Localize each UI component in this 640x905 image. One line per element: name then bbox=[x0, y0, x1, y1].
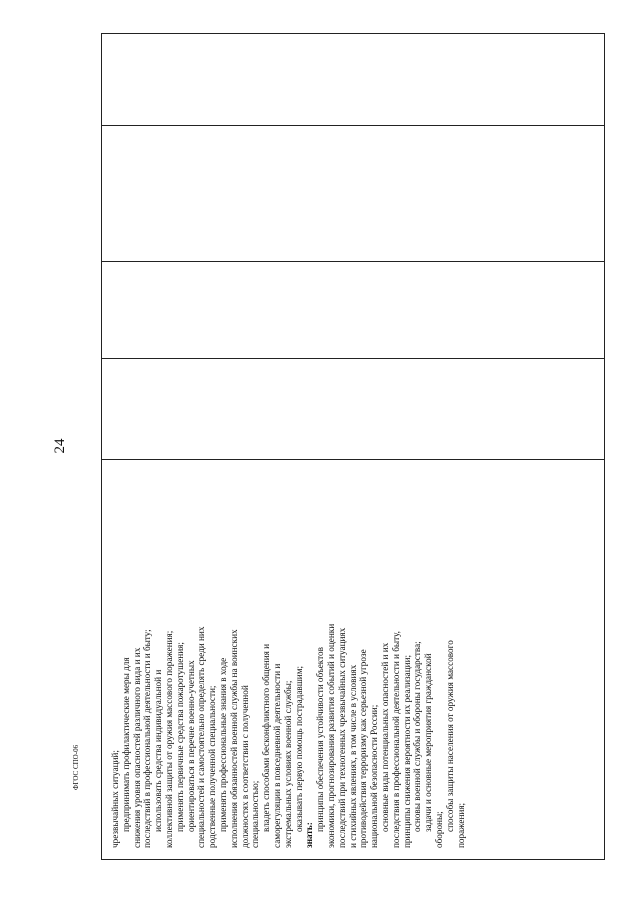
table-column-divider bbox=[102, 261, 604, 262]
text-line: исполнения обязанностей военной службы на воинских bbox=[228, 629, 239, 848]
text-line: экстремальных условиях военной службы; bbox=[282, 680, 293, 848]
text-line: противодействия терроризму как серьезной угрозе bbox=[358, 649, 369, 848]
text-line: поражения; bbox=[455, 802, 466, 848]
text-line: основы военной службы и обороны государства; bbox=[412, 641, 423, 832]
table-column-divider bbox=[102, 459, 604, 460]
text-line: ориентироваться в перечне военно-учетных bbox=[185, 660, 196, 832]
text-line: способы защиты населения от оружия массового bbox=[444, 640, 455, 832]
document-footer: ФГОС СПО-06 bbox=[72, 744, 80, 790]
text-line: родственные полученной специальности; bbox=[207, 685, 218, 848]
text-line: последствия в профессиональной деятельности и быту, bbox=[390, 631, 401, 848]
requirements-text bbox=[110, 486, 466, 848]
text-line: предпринимать профилактические меры для bbox=[120, 657, 131, 832]
text-line: последствий в профессиональной деятельности и быту; bbox=[142, 629, 153, 848]
text-line: основные виды потенциальных опасностей и их bbox=[379, 642, 390, 832]
text-line: должностях в соответствии с полученной bbox=[239, 685, 250, 848]
text-line: использовать средства индивидуальной и bbox=[153, 669, 164, 832]
text-line: экономики, прогнозирования развития событий и оценки bbox=[325, 623, 336, 848]
text-line: знать: bbox=[304, 822, 315, 848]
text-line: национальной безопасности России; bbox=[369, 704, 380, 848]
text-line: специальностью; bbox=[250, 780, 261, 848]
text-line: применять первичные средства пожаротушения; bbox=[174, 642, 185, 832]
text-line: чрезвычайных ситуаций; bbox=[110, 750, 120, 848]
text-line: обороны; bbox=[433, 811, 444, 848]
text-line: применять профессиональные знания в ходе bbox=[217, 657, 228, 832]
text-line: последствий при техногенных чрезвычайных ситуациях bbox=[336, 627, 347, 848]
text-line: специальностей и самостоятельно определять среди них bbox=[196, 626, 207, 848]
page-number: 24 bbox=[52, 438, 68, 454]
text-line: и стихийных явлениях, в том числе в условиях bbox=[347, 664, 358, 848]
table-column-divider bbox=[102, 125, 604, 126]
table-column-divider bbox=[102, 358, 604, 359]
text-line: коллективной защиты от оружия массового поражения; bbox=[163, 630, 174, 848]
text-line: принципы снижения вероятности их реализации; bbox=[401, 654, 412, 848]
text-line: задачи и основные мероприятия гражданской bbox=[423, 653, 434, 832]
text-line: принципы обеспечения устойчивости объектов bbox=[315, 647, 326, 832]
text-line: саморегуляции в повседневной деятельности и bbox=[271, 663, 282, 848]
text-line: владеть способами бесконфликтного общения и bbox=[261, 643, 272, 832]
text-line: снижения уровня опасностей различного вида и их bbox=[131, 647, 142, 848]
text-line: оказывать первую помощь пострадавшим; bbox=[293, 665, 304, 832]
